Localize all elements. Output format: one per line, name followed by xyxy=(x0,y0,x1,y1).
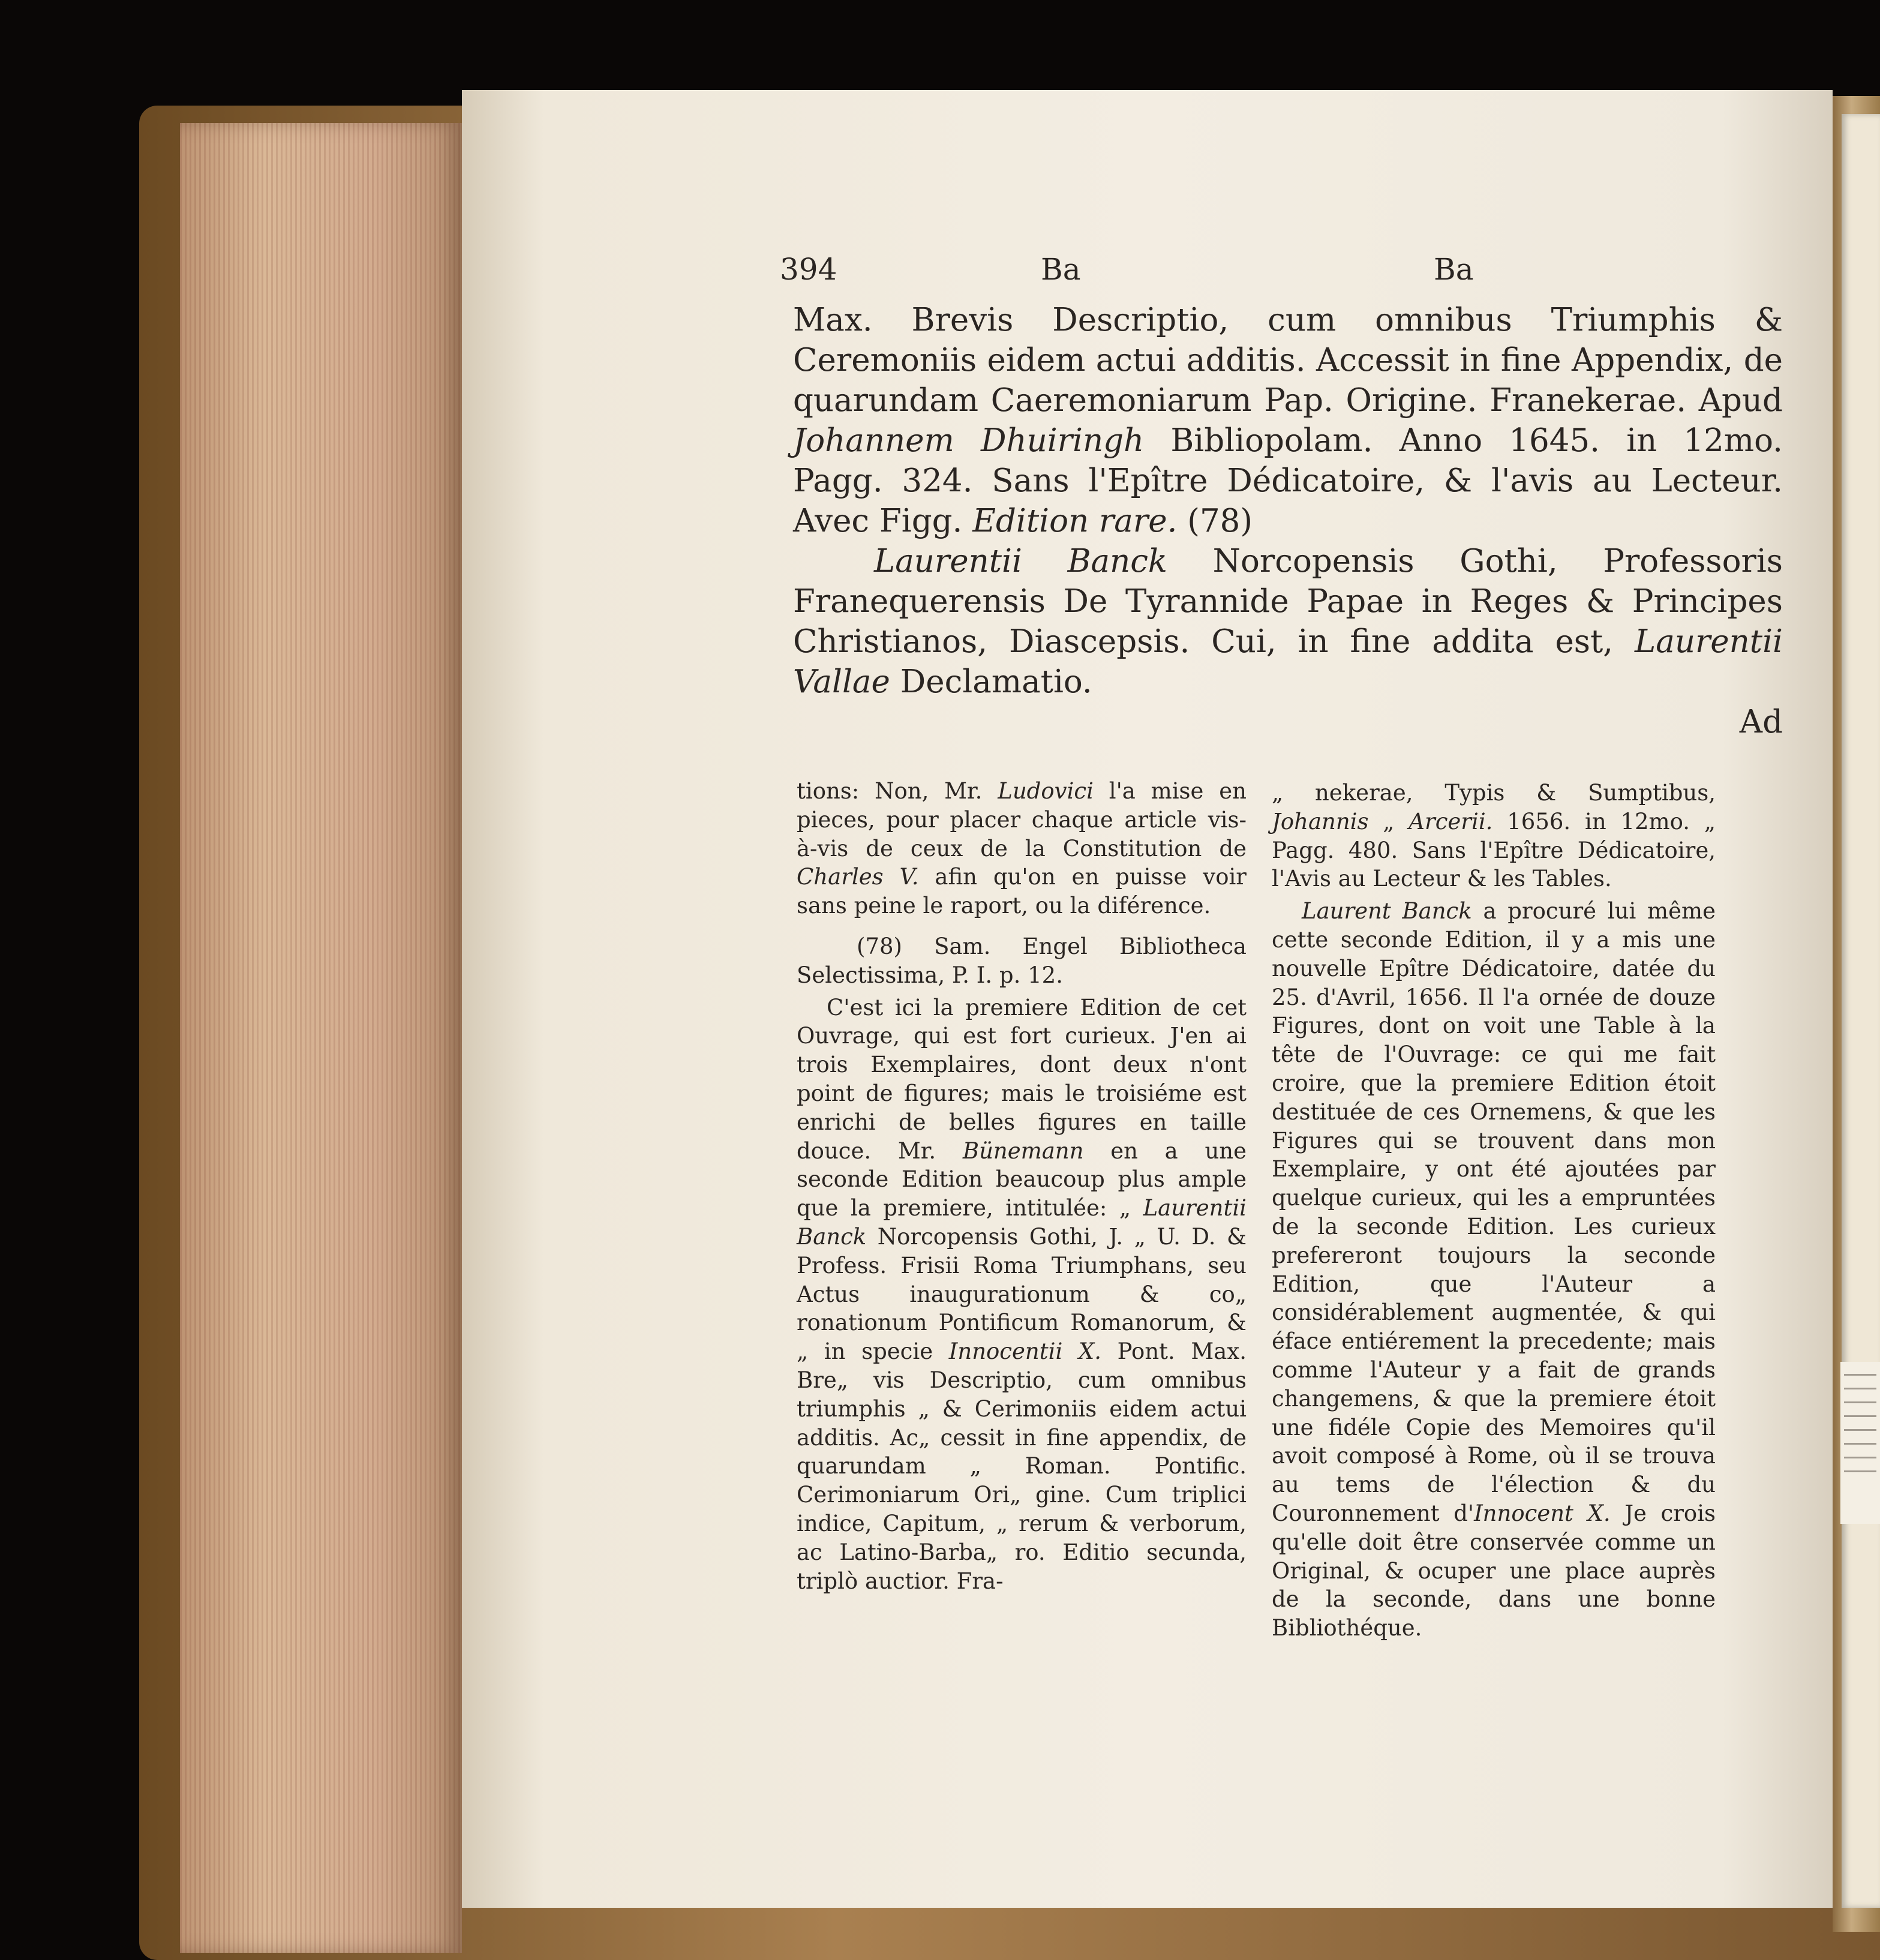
running-head-left: Ba xyxy=(1041,252,1081,287)
footnote-column-left xyxy=(797,777,1247,1595)
footnote-continuation: tions: Non, Mr. Ludovici l'a mise en pieces, pour placer chaque article vis-à-vis de ceux de la Constitution de Charles V. afin qu'on en puisse voir sans peine le raport, ou la diférence. xyxy=(797,778,1247,919)
page-block-edge xyxy=(180,123,462,1953)
footnote-78: (78) Sam. Engel Bibliotheca Selectissima, P. I. p. 12. xyxy=(797,933,1247,988)
footnote-right-2: Laurent Banck a procuré lui même cette seconde Edition, il y a mis une nouvelle Epître Dédicatoire, datée du 25. d'Avril, 1656. Il l'a ornée de douze Figures, dont on voit une Table à la tête de l'Ouvrage: ce qui me fait croire, que la premiere Edition étoit destituée de ces Ornemens, & que les Figures qui se trouvent dans mon Exemplaire, y ont été ajoutées par quelque curieux, qui les a empruntées de la seconde Edition. Les curieux prefereront toujours la seconde Edition, que l'Auteur a considérablement augmentée, & qui éface entiérement la precedente; mais comme l'Auteur y a fait de grands changemens, & que la premiere étoit une fidéle Copie des Memoires qu'il avoit composé à Rome, où il se trouva au tems de l'élection & du Couronnement d'Innocent X. Je crois qu'elle doit être conservée comme un Original, & ocuper une place auprès de la seconde, dans une bonne Bibliothéque. xyxy=(1272,898,1716,1641)
facing-page-strip xyxy=(1842,114,1880,1908)
running-head-right: Ba xyxy=(1434,252,1474,287)
footnote-right-1: „ nekerae, Typis & Sumptibus, Johannis „ Arcerii. 1656. in 12mo. „ Pagg. 480. Sans l'Epître Dédicatoire, l'Avis au Lecteur & les Tables. xyxy=(1272,780,1716,892)
book-page xyxy=(462,90,1833,1908)
entry-paragraph-1: Max. Brevis Descriptio, cum omnibus Triumphis & Ceremoniis eidem actui additis. Accessit in fine Appendix, de quarundam Caeremoniarum Pap. Origine. Franekerae. Apud Johannem Dhuiringh Bibliopolam. Anno 1645. in 12mo. Pagg. 324. Sans l'Epître Dédicatoire, & l'avis au Lecteur. Avec Figg. Edition rare. (78) xyxy=(793,302,1783,539)
main-entry-text xyxy=(793,300,1783,742)
footnote-78-text: C'est ici la premiere Edition de cet Ouvrage, qui est fort curieux. J'en ai trois Exemplaires, dont deux n'ont point de figures; mais le troisiéme est enrichi de belles figures en taille douce. Mr. Bünemann en a une seconde Edition beaucoup plus ample que la premiere, intitulée: „ Laurentii Banck Norcopensis Gothi, J. „ U. D. & Profess. Frisii Roma Triumphans, seu Actus inaugurationum & co„ ronationum Pontificum Romanorum, & „ in specie Innocentii X. Pont. Max. Bre„ vis Descriptio, cum omnibus triumphis „ & Cerimoniis eidem actui additis. Ac„ cessit in fine appendix, de quarundam „ Roman. Pontific. Cerimoniarum Ori„ gine. Cum triplici indice, Capitum, „ rerum & verborum, ac Latino-Barba„ ro. Editio secunda, triplò auctior. Fra- xyxy=(797,994,1247,1594)
margin-annotation xyxy=(1840,1362,1880,1524)
catchword: Ad xyxy=(1739,704,1783,740)
page-number: 394 xyxy=(780,252,837,287)
entry-paragraph-2: Laurentii Banck Norcopensis Gothi, Professoris Franequerensis De Tyrannide Papae in Reges & Principes Christianos, Diascepsis. Cui, in fine addita est, Laurentii Vallae Declamatio. xyxy=(793,543,1783,700)
footnote-column-right xyxy=(1272,779,1716,1643)
